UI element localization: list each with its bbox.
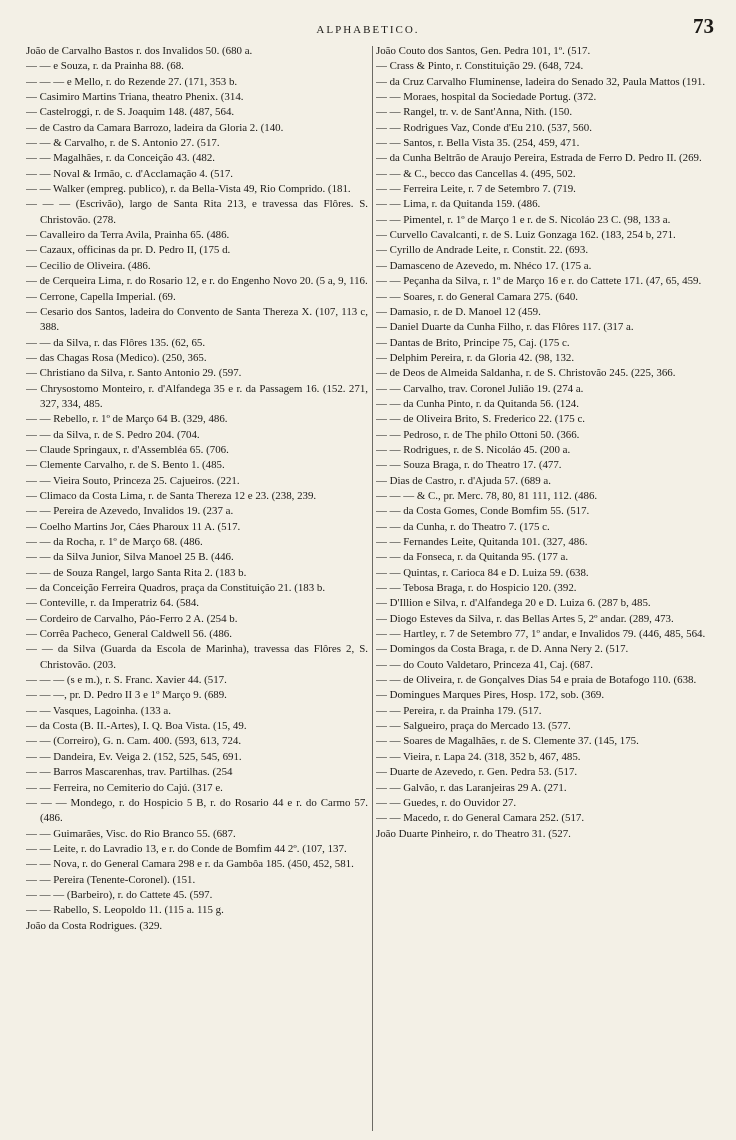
directory-entry: — — Dandeira, Ev. Veiga 2. (152, 525, 545, 691. <box>26 750 242 763</box>
directory-entry: — Castelroggi, r. de S. Joaquim 148. (487, 564. <box>26 106 235 119</box>
directory-entry: — — Pereira, r. da Prainha 179. (517. <box>376 704 542 717</box>
directory-entry: — — Guedes, r. do Ouvidor 27. <box>376 796 517 809</box>
left-column <box>26 44 368 1134</box>
directory-entry: — — Moraes, hospital da Sociedade Portug. (372. <box>376 91 597 104</box>
directory-entry: — Clemente Carvalho, r. de S. Bento 1. (485. <box>26 459 225 472</box>
directory-entry: — — Guimarães, Visc. do Rio Branco 55. (687. <box>26 827 236 840</box>
directory-entry: — Daniel Duarte da Cunha Filho, r. das Flôres 117. (317 a. <box>376 321 634 334</box>
directory-columns <box>26 44 718 1134</box>
directory-entry: — — Nova, r. do General Camara 298 e r. da Gambôa 185. (450, 452, 581. <box>26 858 354 871</box>
directory-entry: — — da Fonseca, r. da Quitanda 95. (177 a. <box>376 551 569 564</box>
directory-entry: — Dias de Castro, r. d'Ajuda 57. (689 a. <box>376 474 551 487</box>
directory-entry: — — Santos, r. Bella Vista 35. (254, 459, 471. <box>376 137 580 150</box>
directory-entry: — da Costa (B. II.-Artes), I. Q. Boa Vista. (15, 49. <box>26 720 247 733</box>
directory-entry: — — Rabello, S. Leopoldo 11. (115 a. 115 g. <box>26 904 224 917</box>
directory-entry: — — Pedroso, r. de The philo Ottoni 50. (366. <box>376 428 580 441</box>
directory-entry: — — Vasques, Lagoinha. (133 a. <box>26 704 171 717</box>
directory-entry: João Couto dos Santos, Gen. Pedra 101, 1º. (517. <box>376 45 591 57</box>
directory-entry: João Duarte Pinheiro, r. do Theatro 31. (527. <box>376 827 571 840</box>
directory-entry: João de Carvalho Bastos r. dos Invalidos 50. (680 a. <box>26 45 253 57</box>
directory-entry: — — de Oliveira, r. de Gonçalves Dias 54 e praia de Botafogo 110. (638. <box>376 674 697 687</box>
directory-entry: — — & C., becco das Cancellas 4. (495, 502. <box>376 167 576 180</box>
directory-entry: — Curvello Cavalcanti, r. de S. Luiz Gonzaga 162. (183, 254 b, 271. <box>376 229 676 242</box>
directory-entry: — Domingos da Costa Braga, r. de D. Anna Nery 2. (517. <box>376 643 629 656</box>
directory-entry: — Cavalleiro da Terra Avila, Prainha 65. (486. <box>26 229 230 242</box>
directory-entry: — da Cruz Carvalho Fluminense, ladeira do Senado 32, Paula Mattos (191. <box>376 75 706 88</box>
directory-entry: — — da Silva Junior, Silva Manoel 25 B. (446. <box>26 551 234 564</box>
directory-entry: — Damasceno de Azevedo, m. Nhéco 17. (175 a. <box>376 259 592 272</box>
directory-entry: — Cerrone, Capella Imperial. (69. <box>26 290 176 303</box>
page-number: 73 <box>693 14 714 38</box>
directory-entry: — — (Correiro), G. n. Cam. 400. (593, 613, 724. <box>26 735 242 748</box>
directory-entry: — — Salgueiro, praça do Mercado 13. (577. <box>376 720 571 733</box>
directory-entry: — — — (Escrivão), largo de Santa Rita 213, e travessa das Flôres. S. Christovão. (278. <box>26 198 368 226</box>
directory-entry: — Cazaux, officinas da pr. D. Pedro II, (175 d. <box>26 244 231 257</box>
directory-entry: — Damasio, r. de D. Manoel 12 (459. <box>376 305 541 318</box>
directory-entry: João da Costa Rodrigues. (329. <box>26 919 163 932</box>
directory-entry: — — Rodrigues, r. de S. Nicoláo 45. (200 a. <box>376 443 571 456</box>
directory-entry: — — Ferreira Leite, r. 7 de Setembro 7. (719. <box>376 183 576 196</box>
directory-entry: — — e Souza, r. da Prainha 88. (68. <box>26 60 184 73</box>
directory-entry: — Dantas de Brito, Principe 75, Caj. (175 c. <box>376 336 570 349</box>
directory-entry: — Casimiro Martins Triana, theatro Phenix. (314. <box>26 91 244 104</box>
directory-entry: — Corrêa Pacheco, General Caldwell 56. (486. <box>26 628 232 641</box>
directory-entry: — — —, pr. D. Pedro II 3 e 1º Março 9. (689. <box>26 689 227 702</box>
directory-entry: — — da Costa Gomes, Conde Bomfim 55. (517. <box>376 505 590 518</box>
directory-entry: — — da Silva (Guarda da Escola de Marinha), travessa das Flôres 2, S. Christovão. (203. <box>26 643 368 671</box>
directory-entry: — de Castro da Camara Barrozo, ladeira da Gloria 2. (140. <box>26 121 284 134</box>
directory-entry: — Domingues Marques Pires, Hosp. 172, sob. (369. <box>376 689 605 702</box>
directory-entry: — — Quintas, r. Carioca 84 e D. Luiza 59. (638. <box>376 566 589 579</box>
directory-entry: — — Rodrigues Vaz, Conde d'Eu 210. (537, 560. <box>376 121 592 134</box>
directory-entry: — — do Couto Valdetaro, Princeza 41, Caj. (687. <box>376 658 593 671</box>
column-divider <box>372 46 373 1131</box>
directory-entry: — — Galvão, r. das Laranjeiras 29 A. (271. <box>376 781 567 794</box>
directory-entry: — de Deos de Almeida Saldanha, r. de S. Christovão 245. (225, 366. <box>376 367 676 380</box>
directory-entry: — — da Rocha, r. 1º de Março 68. (486. <box>26 536 203 548</box>
directory-entry: — Cyrillo de Andrade Leite, r. Constit. 22. (693. <box>376 244 589 257</box>
directory-entry: — Cecilio de Oliveira. (486. <box>26 259 151 272</box>
directory-entry: — — Rangel, tr. v. de Sant'Anna, Nith. (150. <box>376 106 573 119</box>
directory-entry: — Claude Springaux, r. d'Assembléa 65. (706. <box>26 443 229 456</box>
directory-entry: — das Chagas Rosa (Medico). (250, 365. <box>26 351 207 364</box>
directory-entry: — — Macedo, r. do General Camara 252. (517. <box>376 812 585 825</box>
directory-entry: — — Walker (empreg. publico), r. da Bella-Vista 49, Rio Comprido. (181. <box>26 183 351 196</box>
directory-entry: — — Pereira (Tenente-Coronel). (151. <box>26 873 196 886</box>
directory-entry: — Delphim Pereira, r. da Gloria 42. (98, 132. <box>376 351 575 364</box>
directory-entry: — — Peçanha da Silva, r. 1º de Março 16 e r. do Cattete 171. (47, 65, 459. <box>376 275 702 288</box>
directory-entry: — — Pimentel, r. 1º de Março 1 e r. de S. Nicoláo 23 C. (98, 133 a. <box>376 213 671 226</box>
directory-entry: — — — Mondego, r. do Hospicio 5 B, r. do Rosario 44 e r. do Carmo 57. (486. <box>26 796 368 825</box>
directory-entry: — Chrysostomo Monteiro, r. d'Alfandega 35 e r. da Passagem 16. (152. 271, 327, 334, 485. <box>26 382 368 410</box>
directory-entry: — da Conceição Ferreira Quadros, praça da Constituição 21. (183 b. <box>26 582 326 595</box>
directory-entry: — D'Illion e Silva, r. d'Alfandega 20 e D. Luiza 6. (287 b, 485. <box>376 597 651 610</box>
directory-entry: — — — (s e m.), r. S. Franc. Xavier 44. (517. <box>26 674 227 687</box>
directory-entry: — Crass & Pinto, r. Constituição 29. (648, 724. <box>376 60 584 73</box>
directory-entry: — Duarte de Azevedo, r. Gen. Pedra 53. (517. <box>376 766 578 779</box>
directory-entry: — de Cerqueira Lima, r. do Rosario 12, e r. do Engenho Novo 20. (5 a, 9, 116. <box>26 275 368 288</box>
right-column <box>376 44 718 1134</box>
directory-entry: — — Magalhães, r. da Conceição 43. (482. <box>26 152 216 165</box>
page-header <box>0 14 736 44</box>
directory-entry: — — Souza Braga, r. do Theatro 17. (477. <box>376 459 562 472</box>
directory-entry: — — Pereira de Azevedo, Invalidos 19. (237 a. <box>26 505 234 518</box>
directory-entry: — — Noval & Irmão, c. d'Acclamação 4. (517. <box>26 167 234 180</box>
directory-entry: — — Soares, r. do General Camara 275. (640. <box>376 290 579 303</box>
directory-entry: — — Hartley, r. 7 de Setembro 77, 1º andar, e Invalidos 79. (446, 485, 564. <box>376 628 706 641</box>
directory-entry: — — Fernandes Leite, Quitanda 101. (327, 486. <box>376 536 588 548</box>
directory-entry: — — Tebosa Braga, r. do Hospicio 120. (392. <box>376 582 577 595</box>
directory-entry: — — da Cunha Pinto, r. da Quitanda 56. (124. <box>376 397 579 410</box>
directory-entry: — — de Souza Rangel, largo Santa Rita 2. (183 b. <box>26 566 247 579</box>
directory-entry: — da Cunha Beltrão de Araujo Pereira, Estrada de Ferro D. Pedro II. (269. <box>376 152 702 165</box>
directory-entry: — — Barros Mascarenhas, trav. Partilhas. (254 <box>26 766 233 779</box>
directory-entry: — — de Oliveira Brito, S. Frederico 22. (175 c. <box>376 413 585 426</box>
directory-entry: — — da Silva, r. de S. Pedro 204. (704. <box>26 428 200 441</box>
directory-entry: — Cesario dos Santos, ladeira do Convento de Santa Thereza X. (107, 113 c, 388. <box>26 305 368 334</box>
directory-entry: — — Vieira Souto, Princeza 25. Cajueiros. (221. <box>26 474 240 487</box>
directory-entry: — Diogo Esteves da Silva, r. das Bellas Artes 5, 2º andar. (289, 473. <box>376 612 674 625</box>
directory-entry: — — Ferreira, no Cemiterio do Cajú. (317 e. <box>26 781 223 794</box>
directory-entry: — Climaco da Costa Lima, r. de Santa Thereza 12 e 23. (238, 239. <box>26 489 317 502</box>
running-title: ALPHABETICO. <box>316 24 420 36</box>
directory-entry: — — da Silva, r. das Flôres 135. (62, 65. <box>26 336 206 349</box>
directory-entry: — — Vieira, r. Lapa 24. (318, 352 b, 467, 485. <box>376 750 581 763</box>
directory-entry: — Coelho Martins Jor, Cáes Pharoux 11 A. (517. <box>26 520 241 533</box>
directory-entry: — — & Carvalho, r. de S. Antonio 27. (517. <box>26 137 220 150</box>
directory-entry: — — — & C., pr. Merc. 78, 80, 81 111, 112. (486. <box>376 489 598 502</box>
directory-entry: — — Rebello, r. 1º de Março 64 B. (329, 486. <box>26 413 228 426</box>
directory-entry: — Conteville, r. da Imperatriz 64. (584. <box>26 597 199 610</box>
directory-entry: — — Carvalho, trav. Coronel Julião 19. (274 a. <box>376 382 584 395</box>
directory-entry: — — — e Mello, r. do Rezende 27. (171, 353 b. <box>26 75 238 88</box>
directory-entry: — — Soares de Magalhães, r. de S. Clemente 37. (145, 175. <box>376 735 639 748</box>
directory-entry: — Christiano da Silva, r. Santo Antonio 29. (597. <box>26 367 242 380</box>
directory-entry: — — — (Barbeiro), r. do Cattete 45. (597. <box>26 888 213 901</box>
directory-entry: — Cordeiro de Carvalho, Páo-Ferro 2 A. (254 b. <box>26 612 238 625</box>
directory-entry: — — da Cunha, r. do Theatro 7. (175 c. <box>376 520 550 533</box>
directory-entry: — — Lima, r. da Quitanda 159. (486. <box>376 198 541 211</box>
directory-entry: — — Leite, r. do Lavradio 13, e r. do Conde de Bomfim 44 2º. (107, 137. <box>26 842 347 855</box>
